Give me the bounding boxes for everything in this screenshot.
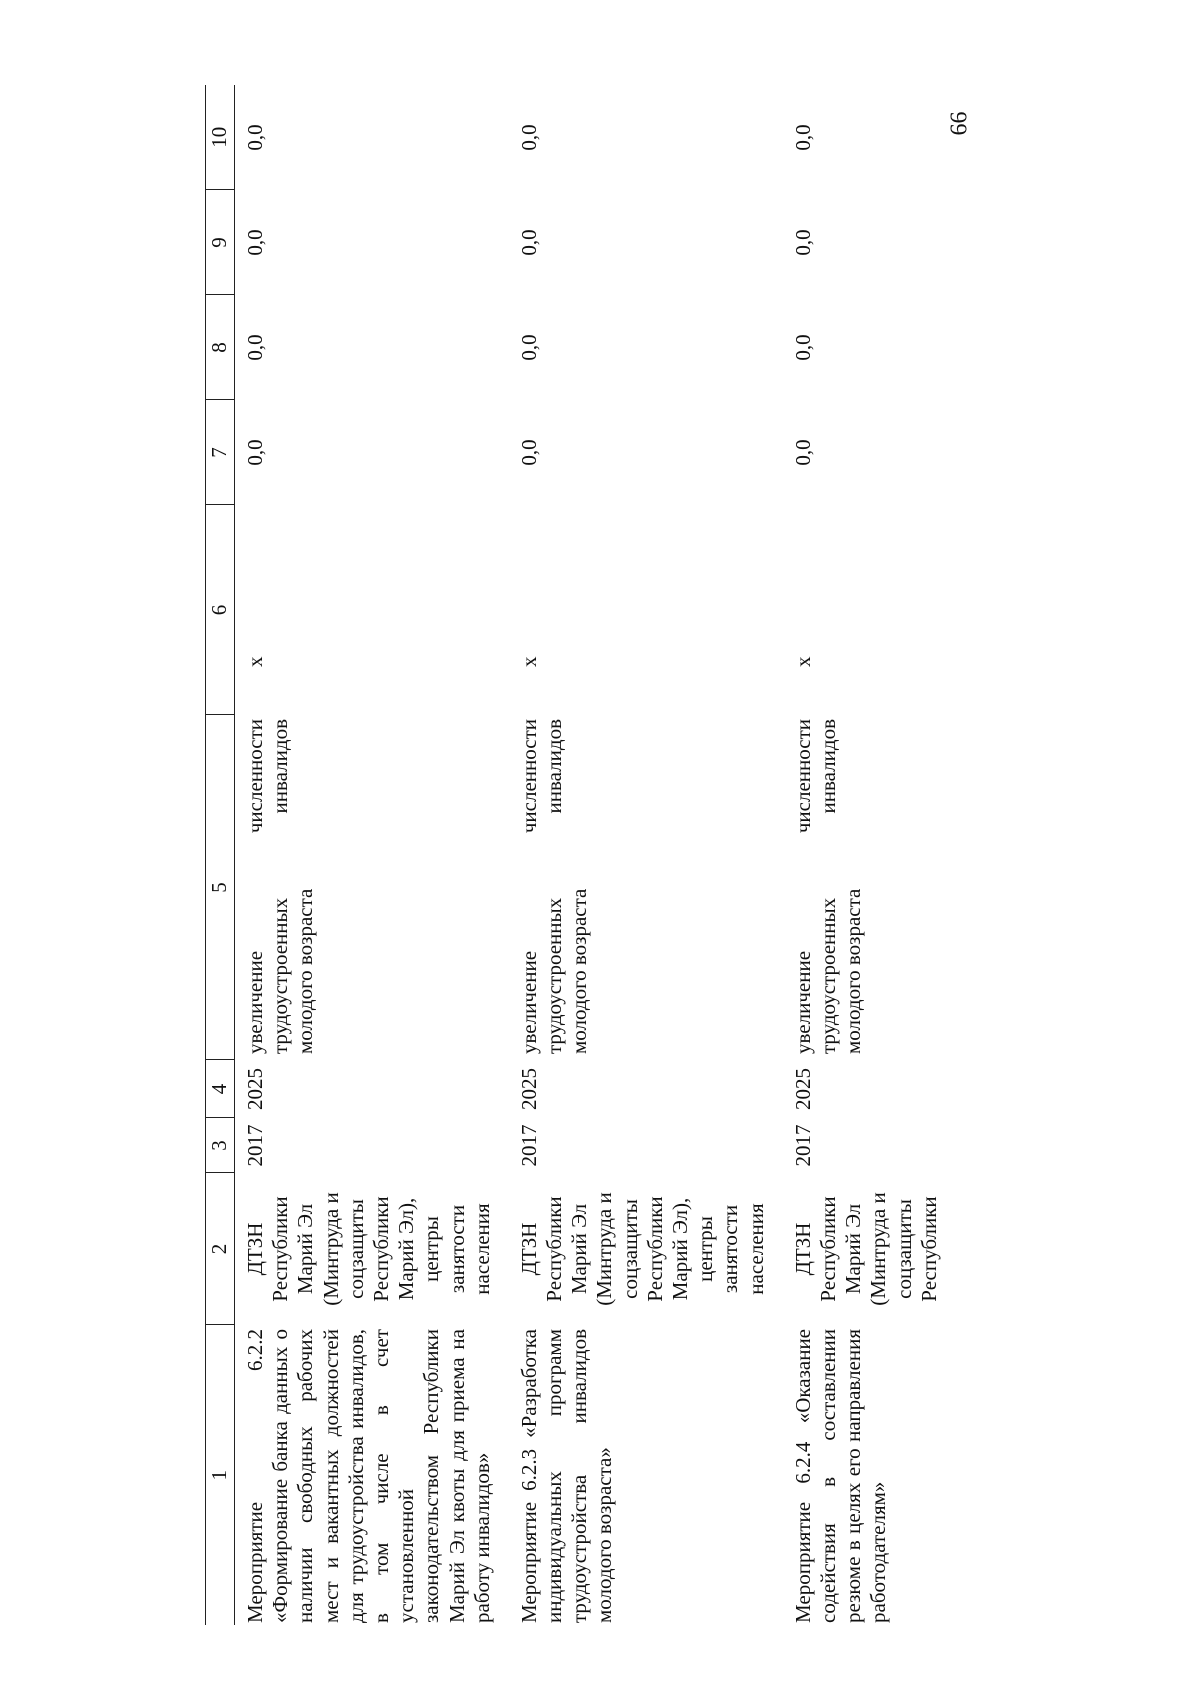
value-col7-cell: 0,0 — [243, 439, 267, 466]
value-col10-cell: 0,0 — [243, 124, 267, 151]
header-col-9: 9 — [206, 190, 235, 295]
table-row — [783, 85, 956, 1625]
measure-cell: Мероприятие 6.2.4 «Оказание содействия в составлении резюме в целях его направления работодателям» — [790, 1329, 891, 1623]
start-year-cell: 2017 — [790, 1124, 815, 1167]
rotated-table-container — [205, 85, 995, 1625]
start-year-cell: 2017 — [516, 1124, 541, 1167]
measure-cell: Мероприятие 6.2.3 «Разработка индивидуальных программ трудоустройства инвалидов молодого возраста» — [516, 1329, 617, 1623]
value-col9-cell: 0,0 — [243, 229, 267, 256]
end-year-cell: 2025 — [243, 1068, 267, 1110]
header-col-1: 1 — [206, 1325, 235, 1625]
value-col7-cell: 0,0 — [790, 439, 815, 466]
executor-cell: ДТЗН Республики Марий Эл (Минтруда и соцзащиты Республики — [790, 1192, 941, 1306]
col6-cell: x — [516, 656, 541, 667]
end-year-cell: 2025 — [790, 1068, 815, 1110]
header-col-3: 3 — [206, 1118, 235, 1173]
col6-cell: x — [790, 656, 815, 667]
table-row — [235, 85, 509, 1625]
value-col10-cell: 0,0 — [516, 124, 541, 151]
value-col8-cell: 0,0 — [516, 334, 541, 361]
result-cell: увеличение численности трудоустроенных инвалидов молодого возраста — [790, 719, 866, 1054]
end-year-cell: 2025 — [516, 1068, 541, 1110]
table-row — [509, 85, 783, 1625]
result-cell: увеличение численности трудоустроенных инвалидов молодого возраста — [516, 719, 592, 1054]
header-col-8: 8 — [206, 295, 235, 400]
value-col8-cell: 0,0 — [243, 334, 267, 361]
header-col-6: 6 — [206, 505, 235, 715]
start-year-cell: 2017 — [243, 1124, 267, 1167]
header-col-10: 10 — [206, 85, 235, 190]
header-col-2: 2 — [206, 1173, 235, 1325]
page-number: 66 — [946, 111, 973, 136]
col6-cell: x — [243, 656, 267, 667]
measure-cell: Мероприятие 6.2.2 «Формирование банка данных о наличии свободных рабочих мест и вакантных должностей для трудоустройства инвалидов, в том числе в счет установленной законодательством Республики Марий Эл квоты для приема на работу инвалидов» — [243, 1329, 494, 1623]
result-cell: увеличение численности трудоустроенных инвалидов молодого возраста — [243, 719, 318, 1054]
value-col7-cell: 0,0 — [516, 439, 541, 466]
header-row — [206, 85, 235, 1625]
value-col10-cell: 0,0 — [790, 124, 815, 151]
header-col-5: 5 — [206, 715, 235, 1060]
executor-cell: ДТЗН Республики Марий Эл (Минтруда и соцзащиты Республики Марий Эл), центры занятости населения — [516, 1192, 768, 1306]
value-col9-cell: 0,0 — [790, 229, 815, 256]
header-col-7: 7 — [206, 400, 235, 505]
header-col-4: 4 — [206, 1060, 235, 1118]
value-col9-cell: 0,0 — [516, 229, 541, 256]
measures-table — [205, 85, 956, 1625]
executor-cell: ДТЗН Республики Марий Эл (Минтруда и соцзащиты Республики Марий Эл), центры занятости населения — [243, 1192, 494, 1306]
value-col8-cell: 0,0 — [790, 334, 815, 361]
